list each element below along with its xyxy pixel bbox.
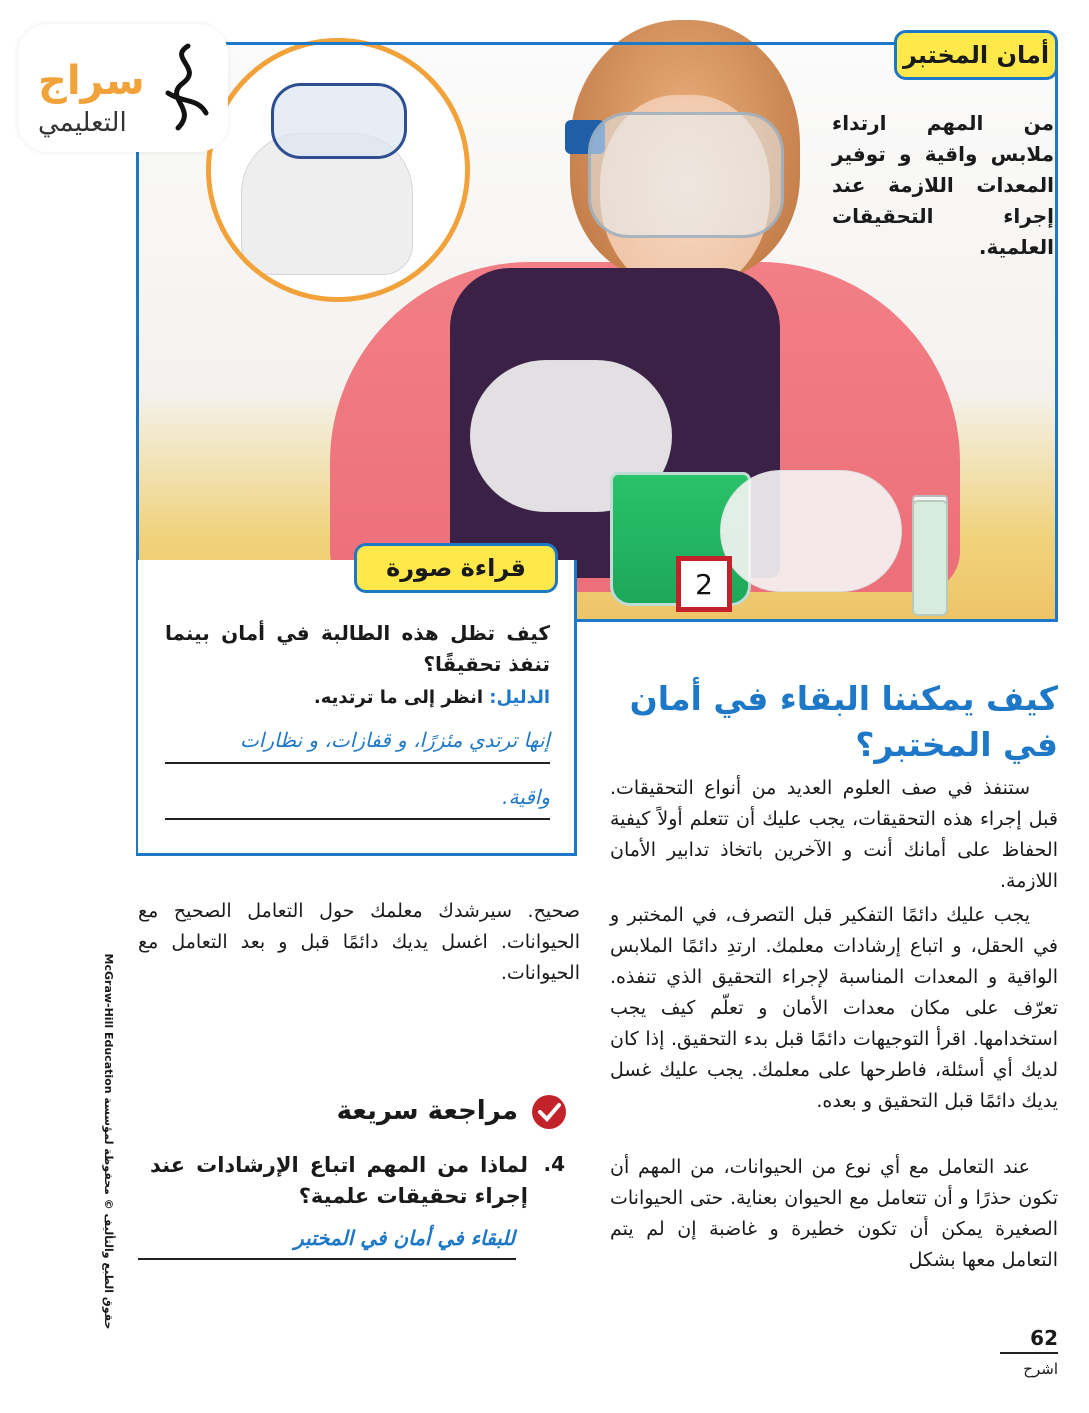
footer-rule (1000, 1352, 1058, 1354)
quick-review-title: مراجعة سريعة (336, 1096, 518, 1126)
glove-right-hand (720, 470, 902, 592)
check-badge-icon (531, 1094, 567, 1130)
quick-review-answer: للبقاء في أمان في المختبر (294, 1226, 515, 1250)
quick-review-answer-rule (138, 1258, 516, 1260)
reading-photo-title: قراءة صورة (386, 554, 526, 582)
logo-subtitle: التعليمي (38, 108, 127, 138)
reading-box-right-line (574, 560, 577, 856)
page-number: 62 (1030, 1326, 1058, 1350)
footer-label: اشرح (1023, 1360, 1058, 1378)
equipment-inset-circle (206, 38, 470, 302)
reading-photo-answer-line1: إنها ترتدي مئزرًا، و قفازات، و نظارات (239, 728, 550, 752)
goggles-icon (271, 83, 407, 159)
siraj-logo (18, 24, 228, 152)
cup-number-label: 2 (676, 556, 732, 612)
photo-bottom-line (576, 619, 1058, 622)
quick-review-number: 4. (543, 1152, 565, 1176)
reading-photo-question: كيف تظل هذه الطالبة في أمان بينما تنفذ تحقيقًا؟ (165, 621, 550, 676)
copyright-credit (96, 915, 120, 1380)
frame-bottom-line (136, 853, 576, 856)
answer-rule-2 (165, 818, 550, 820)
reading-photo-answer-line2: واقية. (502, 785, 550, 809)
lab-safety-title: أمان المختبر (902, 41, 1050, 69)
reading-photo-hint (165, 687, 550, 708)
reading-photo-banner (354, 543, 558, 593)
frame-right-line (1055, 42, 1058, 620)
section-paragraph-3: عند التعامل مع أي نوع من الحيوانات، من المهم أن تكون حذرًا و أن تتعامل مع الحيوان بعناية. حتى الحيوانات الصغيرة يمكن أن تكون خطيرة و غاضبة إن لم يتم التعامل معها بشكل (610, 1156, 1058, 1271)
section-paragraph-2: يجب عليك دائمًا التفكير قبل التصرف، في المختبر و في الحقل، و اتباع إرشادات معلمك. ارتدِ دائمًا الملابس الواقية و المعدات المناسبة لإجراء التحقيق الذي تنفذه. تعرّف على مكان معدات الأمان و تعلّم كيف يجب استخدامها. اقرأ التوجيهات دائمًا قبل بدء التحقيق. إذا كان لديك أي أسئلة، فاطرحها على معلمك. يجب عليك غسل يديك دائمًا قبل التحقيق و بعده. (610, 904, 1058, 1112)
hint-text: انظر إلى ما ترتديه. (313, 687, 484, 708)
answer-rule-1 (165, 762, 550, 764)
lab-safety-text: من المهم ارتداء ملابس واقية و توفير المعدات اللازمة عند إجراء التحقيقات العلمية. (832, 111, 1054, 259)
hint-label: الدليل: (489, 687, 550, 708)
quick-review-question: لماذا من المهم اتباع الإرشادات عند إجراء تحقيقات علمية؟ (150, 1153, 528, 1208)
section-paragraph-1: ستنفذ في صف العلوم العديد من أنواع التحقيقات. قبل إجراء هذه التحقيقات، يجب عليك أن تتعلم أولاً كيفية الحفاظ على أمانك أنت و الآخرين باتخاذ تدابير الأمان اللازمة. (610, 777, 1058, 892)
logo-name: سراج (38, 58, 145, 104)
section-paragraph-3-continued: صحيح. سيرشدك معلمك حول التعامل الصحيح مع الحيوانات. اغسل يديك دائمًا قبل و بعد التعامل مع الحيوانات. (138, 900, 580, 984)
calligraphy-mark-icon (148, 38, 218, 138)
lab-safety-banner (894, 30, 1058, 80)
copyright-text: حقوق الطبع والتأليف © محفوظة لمؤسسة McGraw-Hill Education (102, 953, 115, 1330)
safety-goggles (588, 112, 784, 238)
test-vial (912, 500, 948, 616)
section-heading: كيف يمكننا البقاء في أمان في المختبر؟ (629, 679, 1058, 764)
